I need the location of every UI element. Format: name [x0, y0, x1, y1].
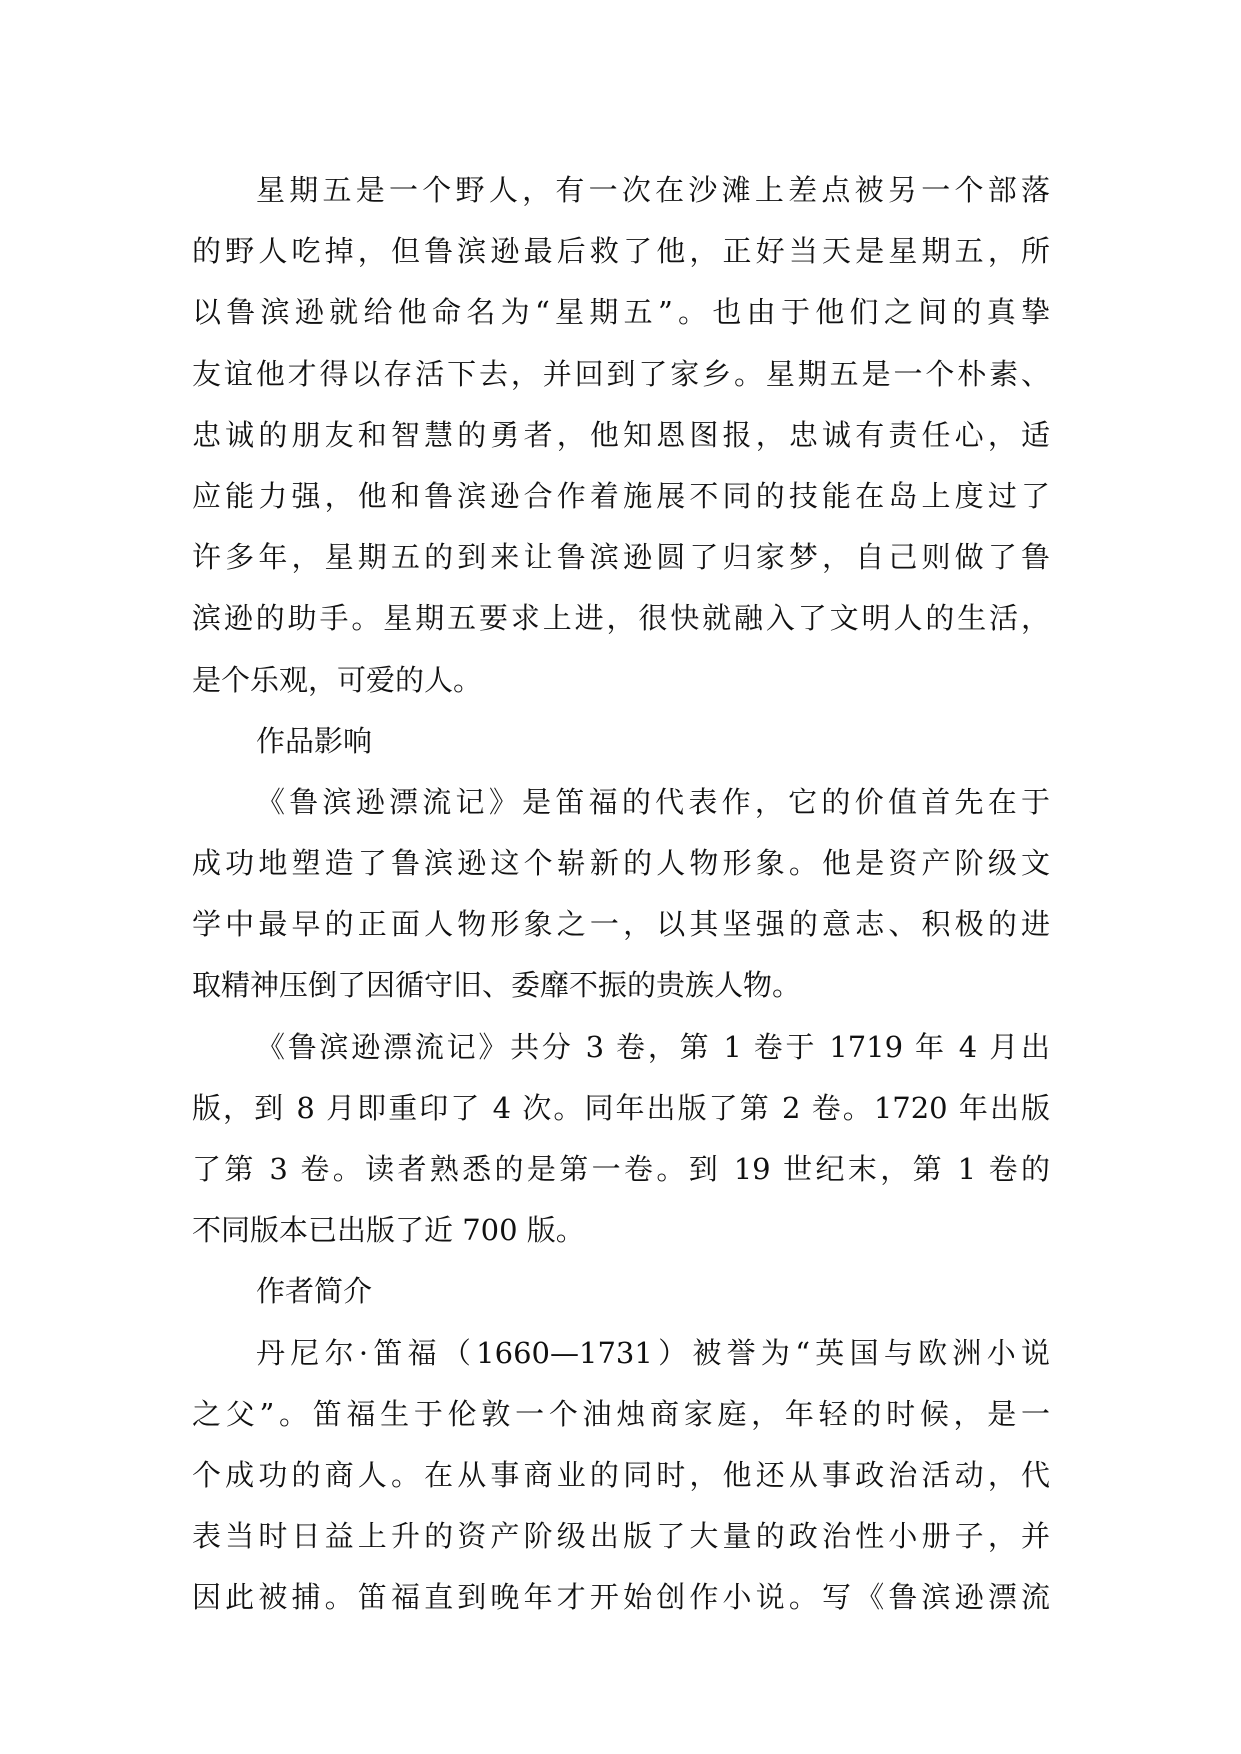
paragraph-friday-line-4: 友谊他才得以存活下去，并回到了家乡。星期五是一个朴素、 — [192, 356, 1050, 391]
paragraph-friday-line-3: 以鲁滨逊就给他命名为“星期五”。也由于他们之间的真挚 — [192, 295, 1050, 330]
paragraph-friday-line-1: 星期五是一个野人，有一次在沙滩上差点被另一个部落 — [256, 173, 1050, 207]
paragraph-influence-line-4: 取精神压倒了因循守旧、委靡不振的贵族人物。 — [192, 968, 802, 1003]
paragraph-author-line-2: 之父”。笛福生于伦敦一个油烛商家庭，年轻的时候，是一 — [192, 1396, 1050, 1431]
body-text — [192, 160, 1050, 1629]
paragraph-influence-line-3: 学中最早的正面人物形象之一，以其坚强的意志、积极的进 — [192, 907, 1050, 942]
paragraph-friday-line-7: 许多年，星期五的到来让鲁滨逊圆了归家梦，自己则做了鲁 — [192, 540, 1050, 575]
paragraph-author-line-5: 因此被捕。笛福直到晚年才开始创作小说。写《鲁滨逊漂流 — [192, 1580, 1050, 1615]
section-heading-influence: 作品影响 — [256, 723, 373, 758]
paragraph-editions-line-2: 版，到 8 月即重印了 4 次。同年出版了第 2 卷。1720 年出版 — [192, 1090, 1050, 1125]
paragraph-editions-line-3: 了第 3 卷。读者熟悉的是第一卷。到 19 世纪末，第 1 卷的 — [192, 1152, 1050, 1186]
paragraph-friday-line-5: 忠诚的朋友和智慧的勇者，他知恩图报，忠诚有责任心，适 — [192, 417, 1050, 452]
section-heading-author: 作者简介 — [256, 1274, 373, 1309]
paragraph-author-line-4: 表当时日益上升的资产阶级出版了大量的政治性小册子，并 — [192, 1519, 1050, 1554]
paragraph-editions-line-4: 不同版本已出版了近 700 版。 — [192, 1213, 585, 1248]
paragraph-influence-line-2: 成功地塑造了鲁滨逊这个崭新的人物形象。他是资产阶级文 — [192, 846, 1050, 881]
paragraph-editions-line-1: 《鲁滨逊漂流记》共分 3 卷，第 1 卷于 1719 年 4 月出 — [256, 1029, 1050, 1064]
paragraph-friday-line-6: 应能力强，他和鲁滨逊合作着施展不同的技能在岛上度过了 — [192, 478, 1050, 513]
paragraph-friday-line-9: 是个乐观，可爱的人。 — [192, 662, 483, 697]
paragraph-friday-line-2: 的野人吃掉，但鲁滨逊最后救了他，正好当天是星期五，所 — [192, 234, 1050, 269]
paragraph-author-line-3: 个成功的商人。在从事商业的同时，他还从事政治活动，代 — [192, 1457, 1050, 1492]
paragraph-friday-line-8: 滨逊的助手。星期五要求上进，很快就融入了文明人的生活， — [192, 601, 1050, 636]
paragraph-influence-line-1: 《鲁滨逊漂流记》是笛福的代表作，它的价值首先在于 — [256, 784, 1050, 819]
paragraph-author-line-1: 丹尼尔·笛福（1660—1731）被誉为“英国与欧洲小说 — [256, 1335, 1050, 1370]
